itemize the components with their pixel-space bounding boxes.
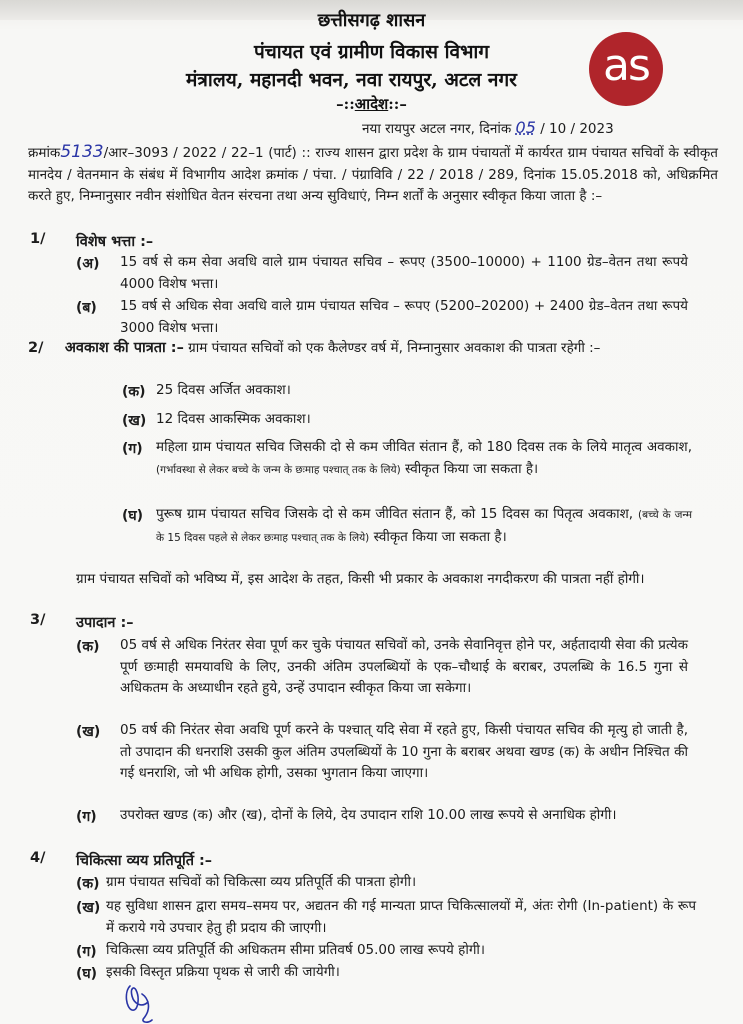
header-state: छत्तीसगढ़ शासन — [317, 10, 426, 31]
section-intro: ग्राम पंचायत सचिवों को एक कैलेण्डर वर्ष में, निम्नानुसार अवकाश की पात्रता रहेगी :– — [188, 340, 601, 356]
list-item: यह सुविधा शासन द्वारा समय–समय पर, अद्यतन की गई मान्यता प्राप्त चिकित्सालयों में, अंतः रोगी (In-patient) के रूप में कराये गये उपचार हेतु ही प्रदाय की जाएगी। — [106, 898, 696, 936]
item-tail: स्वीकृत किया जा सकता है। — [405, 460, 539, 477]
section-number: 1/ — [30, 231, 46, 247]
item-label: (घ) — [122, 508, 144, 524]
item-label: (ख) — [76, 724, 101, 740]
dateline-month-year: / 10 / 2023 — [540, 121, 614, 137]
item-label: (क) — [76, 639, 100, 655]
item-label: (ख) — [76, 900, 101, 916]
item-text: पुरूष ग्राम पंचायत सचिव जिसके दो से कम जीवित संतान हैं, को 15 दिवस का पितृत्व अवकाश, — [156, 506, 634, 522]
section-2-footer: ग्राम पंचायत सचिवों को भविष्य में, इस आदेश के तहत, किसी भी प्रकार के अवकाश नगदीकरण की पात्रता नहीं होगी। — [76, 571, 645, 587]
list-item: 05 वर्ष की निरंतर सेवा अवधि पूर्ण करने के पश्चात् यदि सेवा में रहते हुए, किसी पंचायत सचिव की मृत्यु हो जाती है, तो उपादान की धनराशि उसकी कुल अंतिम उपलब्धियों के 10 गुना के बराबर अथवा खण्ड (क) के अधीन निश्चित की गई धनराशि, जो भी अधिक होगी, उसका भुगतान किया जाएगा। — [120, 722, 688, 781]
dateline-label: नया रायपुर अटल नगर, दिनांक — [362, 121, 512, 137]
item-text: महिला ग्राम पंचायत सचिव जिसकी दो से कम जीवित संतान हैं, को 180 दिवस तक के लिये मातृत्व अवकाश, — [156, 439, 692, 455]
list-item: 12 दिवस आकस्मिक अवकाश। — [156, 411, 311, 427]
item-note: (गर्भावस्था से लेकर बच्चे के जन्म के छःमाह पश्चात् तक के लिये) — [156, 463, 401, 476]
list-item: 25 दिवस अर्जित अवकाश। — [156, 382, 291, 398]
item-label: (ग) — [122, 441, 143, 457]
as-logo-icon — [589, 32, 663, 106]
list-item: इसकी विस्तृत प्रक्रिया पृथक से जारी की जायेगी। — [106, 964, 340, 980]
item-label: (ब) — [76, 300, 97, 316]
header-department: पंचायत एवं ग्रामीण विकास विभाग — [253, 41, 490, 63]
section-title: उपादान :– — [76, 615, 134, 631]
section-title: विशेष भत्ता :– — [76, 234, 154, 250]
item-label: (घ) — [76, 966, 98, 982]
order-title-text: आदेश — [354, 95, 389, 113]
item-tail: स्वीकृत किया जा सकता है। — [373, 528, 507, 545]
signature-icon — [122, 980, 162, 1024]
item-label: (अ) — [76, 256, 100, 272]
section-number: 3/ — [30, 612, 46, 628]
section-title: चिकित्सा व्यय प्रतिपूर्ति :– — [76, 853, 213, 869]
section-title: अवकाश की पात्रता :– — [64, 340, 184, 356]
item-note: (बच्चे के जन्म के 15 दिवस पहले से लेकर छःमाह पश्चात् तक के लिये) — [156, 509, 692, 544]
list-item: 15 वर्ष से अधिक सेवा अवधि वाले ग्राम पंचायत सचिव – रूपए (5200–20200) + 2400 ग्रेड–वेतन तथा रूपये 3000 विशेष भत्ता। — [120, 298, 688, 336]
dateline — [362, 118, 614, 137]
order-suffix: ::– — [388, 95, 407, 113]
list-item: चिकित्सा व्यय प्रतिपूर्ति की अधिकतम सीमा प्रतिवर्ष 05.00 लाख रूपये होगी। — [106, 942, 486, 958]
intro-prefix: क्रमांक — [28, 145, 61, 161]
item-label: (ख) — [122, 413, 147, 429]
list-item — [156, 504, 692, 549]
list-item: ग्राम पंचायत सचिवों को चिकित्सा व्यय प्रतिपूर्ति की पात्रता होगी। — [106, 874, 417, 890]
list-item: 05 वर्ष से अधिक निरंतर सेवा पूर्ण कर चुके पंचायत सचिवों को, उनके सेवानिवृत्त होने पर, अर्हतादायी सेवा की प्रत्येक पूर्ण छःमाही समयावधि के लिए, उनकी अंतिम उपलब्धियों के एक–चौथाई के बराबर, उपलब्धि के 16.5 गुना से अधिकतम के अध्याधीन रहते हुये, उन्हें उपादान स्वीकृत किया जा सकेगा। — [120, 637, 688, 696]
list-item: उपरोक्त खण्ड (क) और (ख), दोनों के लिये, देय उपादान राशि 10.00 लाख रूपये से अनाधिक होगी। — [120, 807, 617, 823]
section-number: 4/ — [30, 850, 46, 866]
list-item: 15 वर्ष से कम सेवा अवधि वाले ग्राम पंचायत सचिव – रूपए (3500–10000) + 1100 ग्रेड–वेतन तथा रूपये 4000 विशेष भत्ता। — [120, 254, 688, 292]
section-2-heading — [28, 338, 718, 360]
intro-text: /आर–3093 / 2022 / 22–1 (पार्ट) :: राज्य शासन द्वारा प्रदेश के ग्राम पंचायतों में कार्यरत ग्राम पंचायत सचिवों के स्वीकृत मानदेय / वेतनमान के संबंध में विभागीय आदेश क्रमांक / पंचा. / पंग्राविवि / 22 / 2018 / 289, दिनांक 15.05.2018 को, अधिक्रमित करते हुए, निम्नानुसार नवीन संशोधित वेतन संरचना तथा अन्य सुविधाएं, निम्न शर्तों के अनुसार स्वीकृत किया जाता है :– — [28, 145, 718, 204]
item-label: (ग) — [76, 809, 97, 825]
handwritten-order-number: 5133 — [60, 142, 104, 162]
list-item — [156, 437, 692, 481]
logo-text: as — [603, 40, 649, 91]
section-number: 2/ — [28, 340, 44, 356]
order-prefix: –:: — [336, 95, 355, 113]
item-label: (क) — [76, 876, 100, 892]
item-label: (ग) — [76, 944, 97, 960]
item-label: (क) — [122, 384, 146, 400]
handwritten-day: 05 — [515, 118, 536, 137]
intro-paragraph — [28, 142, 718, 208]
header-address: मंत्रालय, महानदी भवन, नवा रायपुर, अटल नगर — [186, 69, 517, 91]
